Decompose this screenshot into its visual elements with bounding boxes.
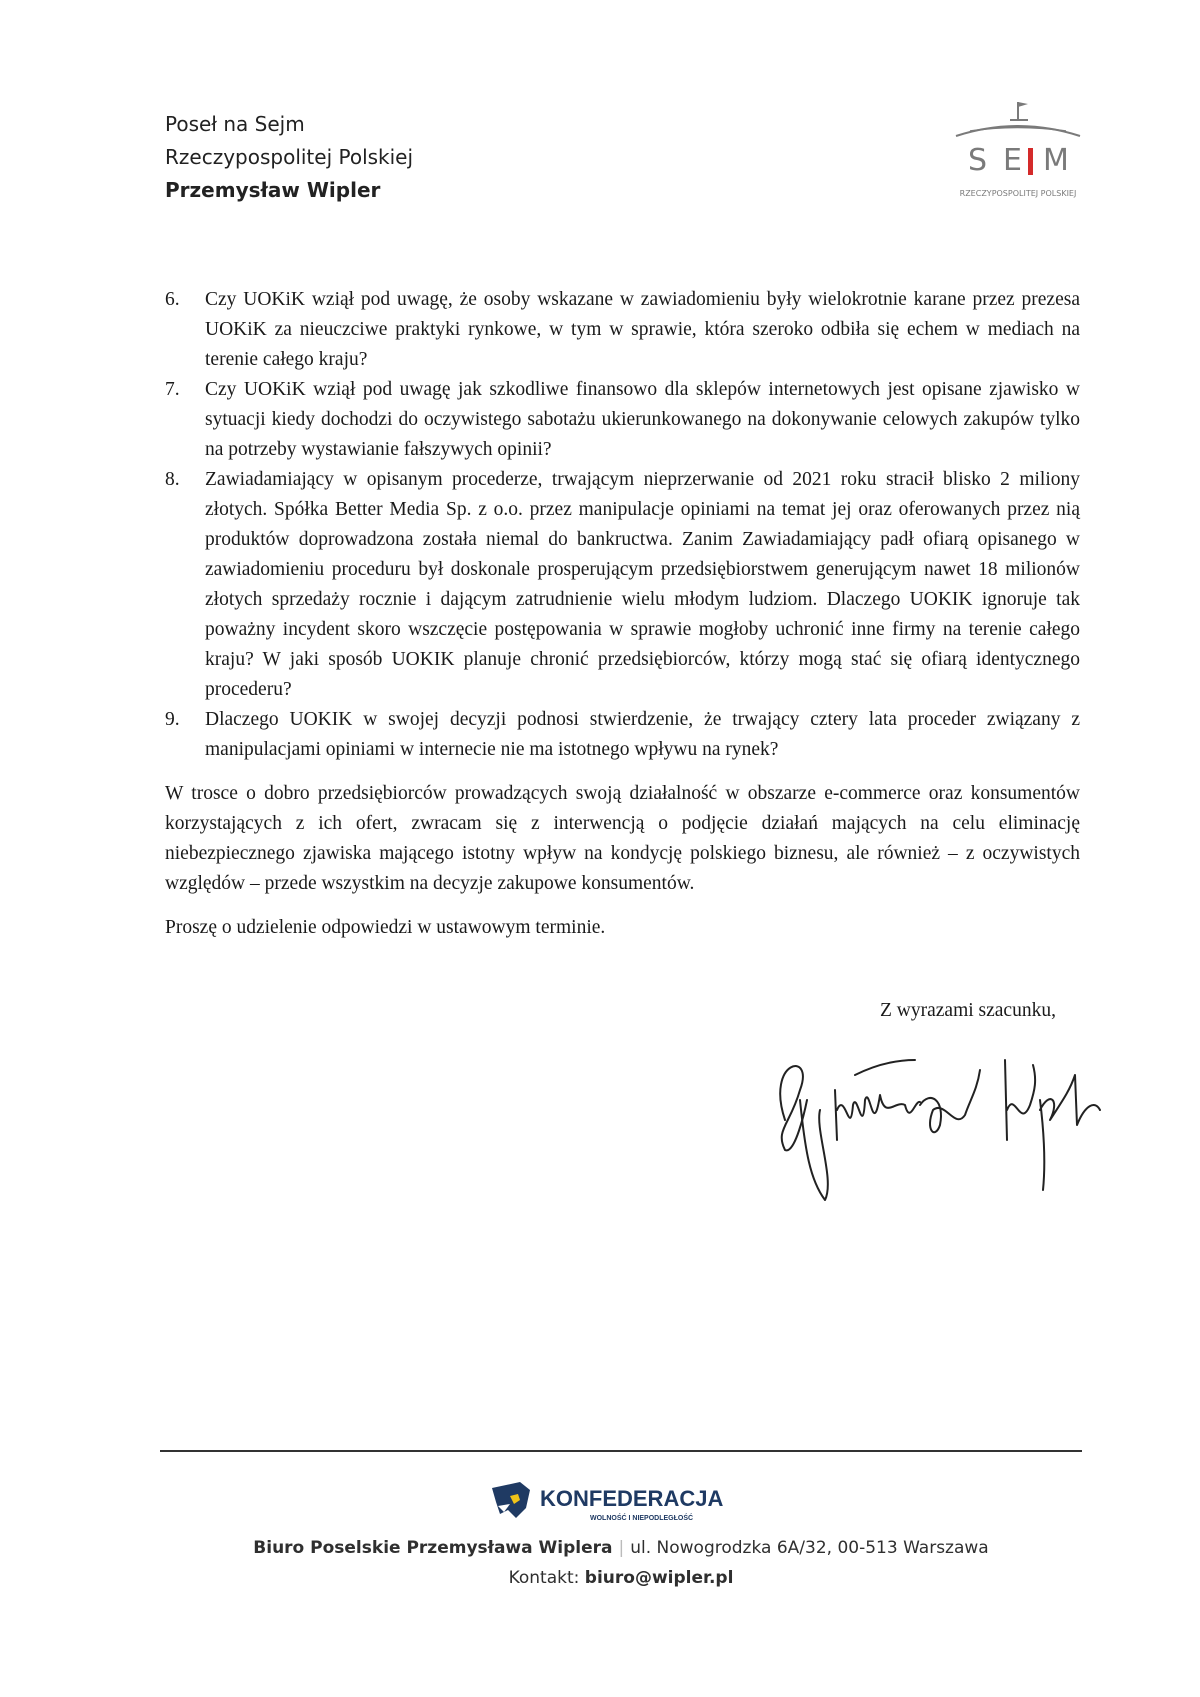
footer-info — [160, 1533, 1082, 1593]
sejm-logo — [948, 98, 1088, 210]
question-number: 7. — [165, 379, 180, 400]
sejm-letter-m: M — [1043, 143, 1069, 178]
office-name: Biuro Poselskie Przemysława Wiplera — [253, 1538, 613, 1558]
office-address: ul. Nowogrodzka 6A/32, 00-513 Warszawa — [630, 1538, 989, 1558]
konfederacja-logo — [490, 1478, 730, 1528]
party-name: KONFEDERACJA — [540, 1486, 724, 1511]
closing-paragraph: W trosce o dobro przedsiębiorców prowadzących swoją działalność w obszarze e-commerce oraz konsumentów korzystających z ich ofert, zwracam się z interwencją o podjęcie działań mających na celu eliminację niebezpiecznego zjawiska mającego istotny wpływ na kondycję polskiego biznesu, ale również – z oczywistych względów – przede wszystkim na decyzje zakupowe konsumentów. — [165, 783, 1080, 894]
question-text: Czy UOKiK wziął pod uwagę, że osoby wskazane w zawiadomieniu były wielokrotnie karane przez prezesa UOKiK za nieuczciwe praktyki rynkowe, w tym w sprawie, która szeroko odbiła się echem w mediach na terenie całego kraju? — [205, 289, 1080, 370]
question-number: 6. — [165, 289, 180, 310]
question-item — [165, 465, 1080, 705]
question-item — [165, 705, 1080, 765]
sender-title: Poseł na Sejm — [165, 112, 305, 136]
contact-email-link[interactable]: biuro@wipler.pl — [584, 1568, 734, 1588]
sejm-subtitle: RZECZYPOSPOLITEJ POLSKIEJ — [959, 189, 1077, 198]
footer-divider — [160, 1450, 1082, 1452]
question-text: Zawiadamiający w opisanym procederze, trwającym nieprzerwanie od 2021 roku stracił blisko 2 miliony złotych. Spółka Better Media Sp. z o.o. przez manipulacje opiniami na temat jej oraz oferowanych przez nią produktów doprowadzona została niemal do bankructwa. Zanim Zawiadamiający padł ofiarą opisanego w zawiadomieniu proceduru był doskonale prosperującym przedsiębiorstwem generującym nawet 18 milionów złotych sprzedaży rocznie i dającym zatrudnienie wielu młodym ludziom. Dlaczego UOKIK ignoruje tak poważny incydent skoro wszczęcie postępowania w sprawie mogłoby uchronić inne firmy na terenie całego kraju? W jaki sposób UOKIK planuje chronić przedsiębiorców, którzy mogą stać się ofiarą identycznego procederu? — [205, 469, 1080, 700]
sejm-letter-s: S — [968, 143, 988, 178]
question-text: Czy UOKiK wziął pod uwagę jak szkodliwe finansowo dla sklepów internetowych jest opisane zjawisko w sytuacji kiedy dochodzi do oczywistego sabotażu ukierunkowanego na dokonywanie celowych zakupów tylko na potrzeby wystawianie fałszywych opinii? — [205, 379, 1080, 460]
sejm-red-bar — [1028, 148, 1033, 175]
question-text: Dlaczego UOKIK w swojej decyzji podnosi stwierdzenie, że trwający cztery lata proceder związany z manipulacjami opiniami w internecie nie ma istotnego wpływu na rynek? — [205, 709, 1080, 760]
letter-body — [165, 285, 1080, 943]
question-list — [165, 285, 1080, 765]
question-item — [165, 285, 1080, 375]
sender-name: Przemysław Wipler — [165, 178, 381, 202]
party-tagline: WOLNOŚĆ I NIEPODLEGŁOŚĆ — [590, 1515, 694, 1522]
question-number: 9. — [165, 709, 180, 730]
footer-contact-line — [160, 1563, 1082, 1593]
handwritten-signature — [745, 1030, 1115, 1220]
sejm-emblem-icon — [956, 102, 1080, 136]
sender-country: Rzeczypospolitej Polskiej — [165, 145, 414, 169]
sejm-letter-e: E — [1003, 143, 1022, 178]
footer-address-line — [160, 1533, 1082, 1563]
question-number: 8. — [165, 469, 180, 490]
sender-block — [165, 108, 413, 207]
contact-label: Kontakt: — [508, 1568, 580, 1588]
question-item — [165, 375, 1080, 465]
closing-salutation: Z wyrazami szacunku, — [880, 1000, 1056, 1021]
footer-separator: | — [618, 1538, 625, 1558]
eagle-icon — [492, 1482, 530, 1518]
request-paragraph: Proszę o udzielenie odpowiedzi w ustawowym terminie. — [165, 917, 606, 938]
